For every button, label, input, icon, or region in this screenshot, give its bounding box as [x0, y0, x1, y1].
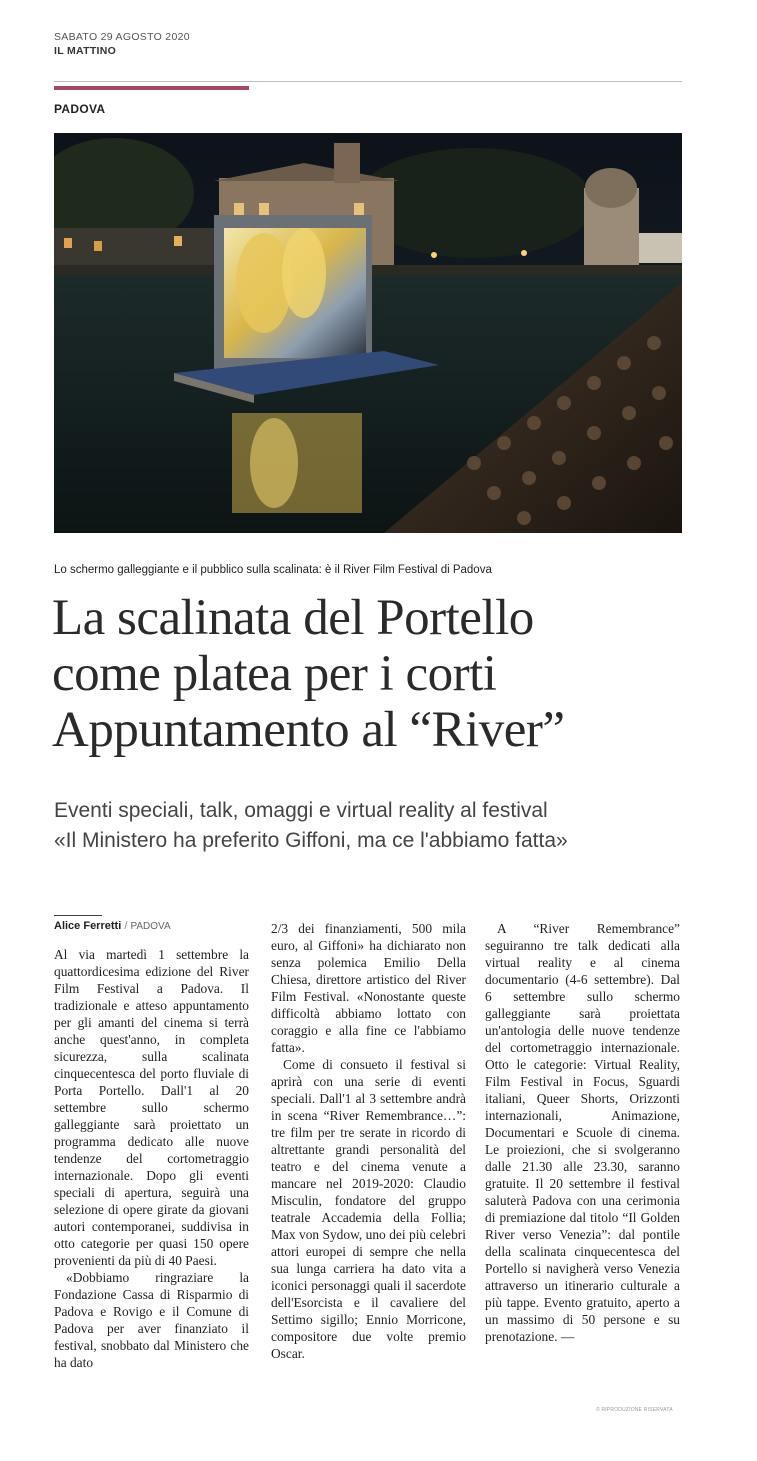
headline	[52, 590, 732, 758]
river-cinema-photo	[54, 133, 682, 533]
byline-location: PADOVA	[130, 921, 171, 932]
article-column-1	[54, 946, 249, 1371]
subhead-line-2: «Il Ministero ha preferito Giffoni, ma ce l'abbiamo fatta»	[54, 829, 568, 852]
masthead	[54, 30, 190, 58]
byline-separator: /	[124, 920, 128, 932]
issue-date: SABATO 29 AGOSTO 2020	[54, 31, 190, 43]
paragraph: A “River Remembrance” seguiranno tre talk dedicati alla virtual reality e al cinema documentario (4-6 settembre). Dal 6 settembre sullo schermo galleggiante sarà proiettata un'antologia delle nuove tendenze del cortometraggio internazionale. Otto le categorie: Virtual Reality, Film Festival in Focus, Sguardi italiani, Queer Shorts, Orizzonti internazionali, Animazione, Documentari e Scuole di cinema. Le proiezioni, che si svolgeranno dalle 21.30 alle 23.30, saranno gratuite. Il 20 settembre il festival saluterà Padova con una cerimonia di premiazione dal titolo “Il Golden River verso Venezia”: dal pontile della scalinata cinquecentesca del Portello si navigherà verso Venezia attraverso un itinerario culturale a più tappe. Evento gratuito, aperto a un massimo di 50 persone e su prenotazione. —	[485, 921, 680, 1344]
photo-illustration	[54, 133, 682, 533]
headline-line-1: La scalinata del Portello	[52, 590, 534, 646]
subhead-line-1: Eventi speciali, talk, omaggi e virtual reality al festival	[54, 799, 548, 822]
top-divider	[54, 81, 682, 82]
subheadline	[54, 796, 734, 856]
headline-line-3: Appuntamento al “River”	[52, 702, 565, 758]
paragraph: Come di consueto il festival si aprirà con una serie di eventi speciali. Dall'1 al 3 settembre andrà in scena “River Remembrance…”: tre film per tre serate in ricordo di altrettante grandi personalità del teatro e del cinema venute a mancare nel 2019-2020: Claudio Misculin, fondatore del gruppo teatrale Accademia della Follia; Max von Sydow, uno dei più celebri attori europei di sempre che nella sua lunga carriera ha dato vita a iconici personaggi quali il sacerdote dell'Esorcista e il cavaliere del Settimo sigillo; Ennio Morricone, compositore due volte premio Oscar.	[271, 1057, 466, 1361]
section-accent-bar	[54, 86, 249, 90]
paragraph: 2/3 dei finanziamenti, 500 mila euro, al Giffoni» ha dichiarato non senza polemica Emilio Della Chiesa, direttore artistico del River Film Festival. «Nonostante queste difficoltà abbiamo lottato con coraggio e alla fine ce l'abbiamo fatta».	[271, 921, 466, 1055]
newspaper-name: IL MATTINO	[54, 45, 117, 57]
copyright-notice: © RIPRODUZIONE RISERVATA	[596, 1407, 673, 1413]
paragraph: «Dobbiamo ringraziare la Fondazione Cassa di Risparmio di Padova e Rovigo e il Comune di Padova per aver finanziato il festival, snobbato dal Ministero che ha dato	[54, 1270, 249, 1370]
photo-caption: Lo schermo galleggiante e il pubblico sulla scalinata: è il River Film Festival di Padova	[54, 564, 492, 576]
headline-line-2: come platea per i corti	[52, 646, 497, 702]
section-label: PADOVA	[54, 102, 106, 116]
author-name: Alice Ferretti	[54, 920, 122, 932]
article-column-2	[271, 920, 466, 1362]
article-column-3	[485, 920, 680, 1345]
byline	[54, 920, 171, 932]
byline-rule	[54, 915, 102, 916]
paragraph: Al via martedì 1 settembre la quattordicesima edizione del River Film Festival a Padova. Il tradizionale e atteso appuntamento per gli amanti del cinema si terrà anche quest'anno, in completa sicurezza, sulla scalinata cinquecentesca del porto fluviale di Porta Portello. Dall'1 al 20 settembre sullo schermo galleggiante sarà proiettato un programma dedicato alle nuove tendenze del cortometraggio internazionale. Dopo gli eventi speciali di apertura, seguirà una selezione di opere girate da giovani autori contemporanei, suddivisa in otto categorie per quasi 150 opere provenienti da più di 40 Paesi.	[54, 947, 249, 1268]
